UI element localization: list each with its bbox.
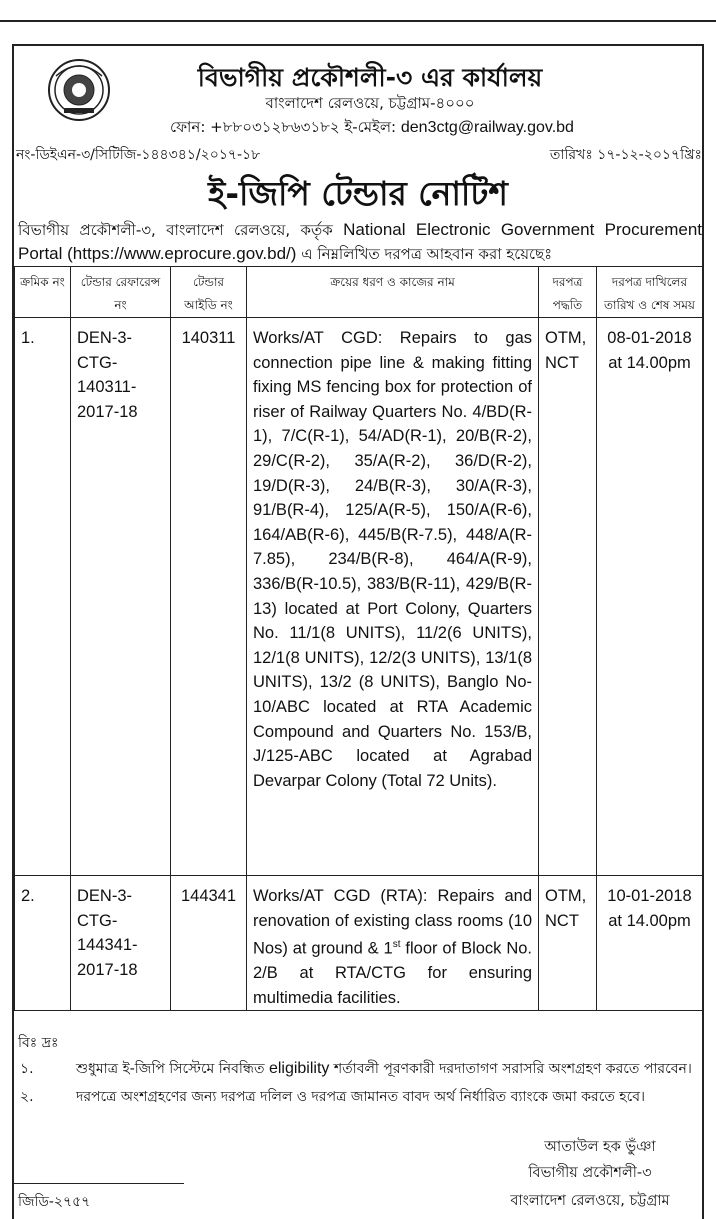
office-name: বিভাগীয় প্রকৌশলী-৩ এর কার্যালয় xyxy=(197,63,543,92)
table-row xyxy=(15,876,703,1011)
office-address: বাংলাদেশ রেলওয়ে, চট্টগ্রাম-৪০০০ xyxy=(265,94,475,112)
notes-section xyxy=(18,1032,702,1114)
table-header-row xyxy=(15,267,703,318)
header-description: ক্রয়ের ধরণ ও কাজের নাম xyxy=(247,267,539,318)
note-number: ২. xyxy=(20,1089,34,1105)
intro-text-1: বিভাগীয় প্রকৌশলী-৩, বাংলাদেশ রেলওয়ে, কর্তৃক xyxy=(18,221,333,239)
note-text-en: eligibility xyxy=(268,1060,330,1077)
memo-number: নং-ডিইএন-৩/সিটিজি-১৪৪৩৪১/২০১৭-১৮ xyxy=(16,147,261,163)
row-deadline: 08-01-2018 at 14.00pm xyxy=(597,318,703,876)
note-item xyxy=(18,1058,702,1080)
row-description-sup: st xyxy=(392,939,401,951)
header-method: দরপত্র পদ্ধতি xyxy=(539,267,597,318)
row-serial: 2. xyxy=(15,876,71,1011)
row-method: OTM, NCT xyxy=(539,318,597,876)
header-tender-id: টেন্ডার আইডি নং xyxy=(171,267,247,318)
row-deadline: 10-01-2018 at 14.00pm xyxy=(597,876,703,1011)
portal-link[interactable]: National Electronic Government Procurement Portal (https://www.eprocure.gov.bd/) xyxy=(18,220,702,263)
notes-heading: বিঃ দ্রঃ xyxy=(18,1035,59,1051)
gd-number: জিডি-২৭৫৭ xyxy=(18,1194,91,1210)
notice-title: ই-জিপি টেন্ডার নোটিশ xyxy=(208,174,508,213)
row-tender-id: 140311 xyxy=(171,318,247,876)
phone-label: ফোন: +৮৮০৩১২৮৬৩১৮২ ই-মেইল: xyxy=(170,118,397,136)
footer-rule xyxy=(14,1183,184,1184)
email-link[interactable]: den3ctg@railway.gov.bd xyxy=(400,119,574,136)
signatory-designation: বিভাগীয় প্রকৌশলী-৩ xyxy=(528,1165,652,1181)
contact-line xyxy=(170,116,710,141)
row-reference: DEN-3-CTG-140311-2017-18 xyxy=(71,318,171,876)
notice-date: তারিখঃ ১৭-১২-২০১৭খ্রিঃ xyxy=(549,147,702,163)
table-row xyxy=(15,318,703,876)
note-text-a: শুধুমাত্র ই-জিপি সিস্টেমে নিবন্ধিত xyxy=(76,1061,265,1077)
intro-paragraph xyxy=(18,218,702,266)
row-serial: 1. xyxy=(15,318,71,876)
note-text-b: শর্তাবলী পূরণকারী দরদাতাগণ সরাসরি অংশগ্রহণ করতে পারবেন। xyxy=(333,1061,692,1077)
signatory-name: আতাউল হক ভুঁঞা xyxy=(544,1139,656,1155)
row-description: Works/AT CGD: Repairs to gas connection pipe line & making fitting fixing MS fencing box for protection of riser of Railway Quarters No. 4/BD(R-1), 7/C(R-1), 54/AD(R-1), 20/B(R-2), 29/C(R-2), 35/A(R-2), 36/D(R-2), 19/D(R-3), 24/B(R-3), 30/A(R-3), 91/B(R-4), 125/A(R-5), 150/A(R-6), 164/AB(R-6), 445/B(R-7.5), 448/A(R-7.85), 234/B(R-8), 464/A(R-9), 336/B(R-10.5), 383/B(R-11), 429/B(R-13) located at Port Colony, Quarters No. 11/1(8 UNITS), 11/2(6 UNITS), 12/1(8 UNITS), 12/2(3 UNITS), 13/1(8 UNITS), 13/2 (8 UNITS), Banglo No-10/ABC located at RTA Academic Compound and Quarters No. 153/B, J/125-ABC located at Agrabad Devarpar Colony (Total 72 Units). xyxy=(247,318,539,876)
intro-text-2: এ নিম্নলিখিত দরপত্র আহবান করা হয়েছেঃ xyxy=(301,245,553,263)
note-item xyxy=(18,1086,702,1108)
row-description-part-a: Works/AT CGD (RTA): Repairs and renovation of existing class rooms (10 Nos) at ground & 1 xyxy=(253,887,532,958)
header-reference: টেন্ডার রেফারেন্স নং xyxy=(71,267,171,318)
row-tender-id: 144341 xyxy=(171,876,247,1011)
row-reference: DEN-3-CTG-144341-2017-18 xyxy=(71,876,171,1011)
row-method: OTM, NCT xyxy=(539,876,597,1011)
note-number: ১. xyxy=(20,1061,34,1077)
top-rule xyxy=(0,20,716,22)
row-description xyxy=(247,876,539,1011)
header-deadline: দরপত্র দাখিলের তারিখ ও শেষ সময় xyxy=(597,267,703,318)
note-text: দরপত্রে অংশগ্রহণের জন্য দরপত্র দলিল ও দরপত্র জামানত বাবদ অর্থ নির্ধারিত ব্যাংকে জমা করতে হবে। xyxy=(76,1089,646,1105)
tender-table xyxy=(14,266,703,1011)
row-description-part-b: floor of Block No. 2/B at RTA/CTG for ensuring multimedia facilities. xyxy=(253,939,532,1007)
signatory-office: বাংলাদেশ রেলওয়ে, চট্টগ্রাম xyxy=(510,1193,670,1209)
header-serial: ক্রমিক নং xyxy=(15,267,71,318)
memo-line xyxy=(16,143,702,167)
